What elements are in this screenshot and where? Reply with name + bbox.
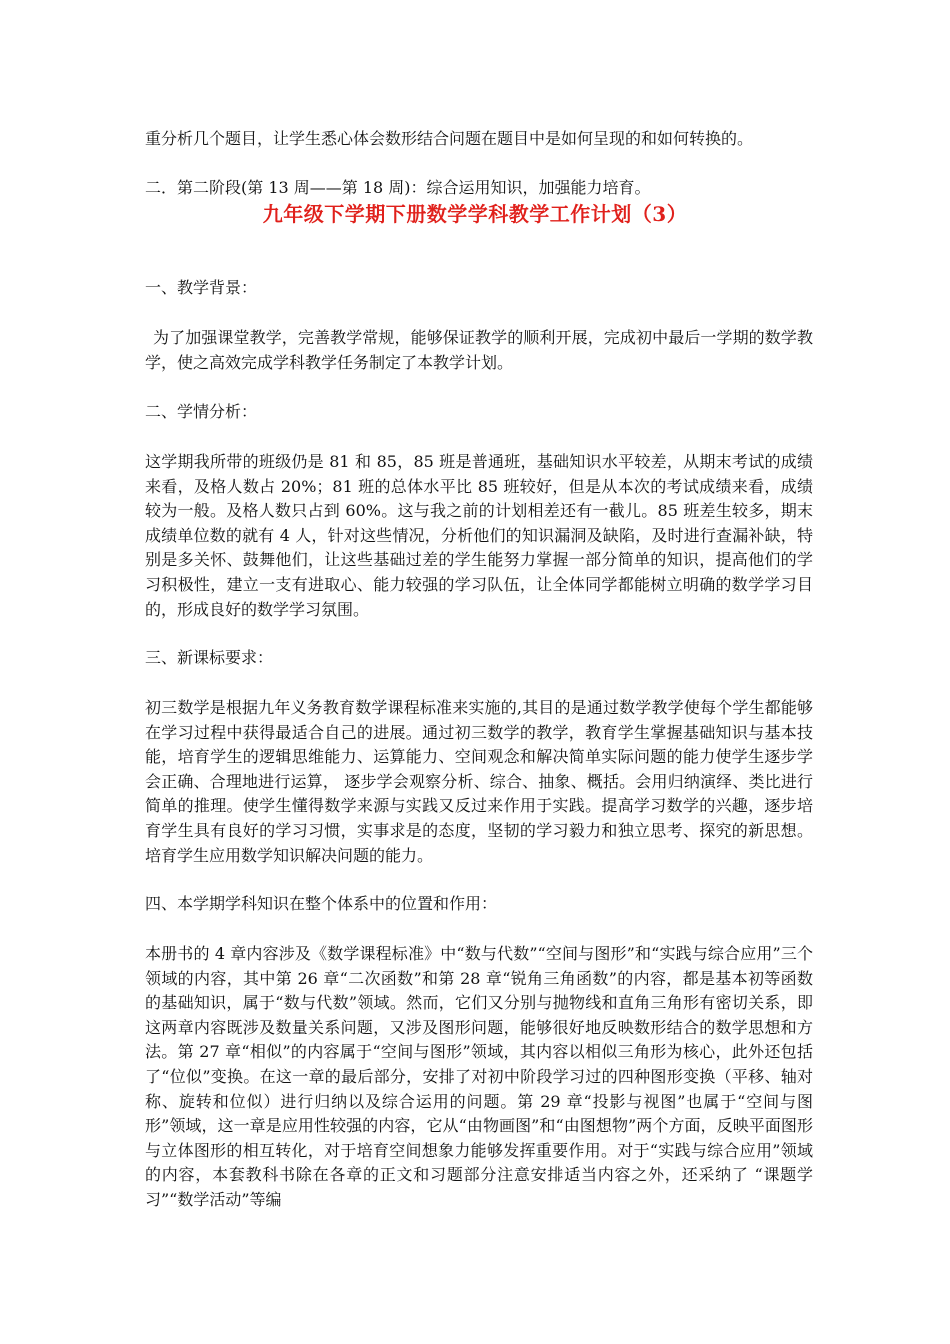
section-body-background: 为了加强课堂教学，完善教学常规，能够保证教学的顺利开展，完成初中最后一学期的数学教学，使之高效完成学科教学任务制定了本教学计划。 [145,328,813,372]
stage-two-line: 二．第二阶段(第 13 周——第 18 周)：综合运用知识，加强能力培育。 [145,178,651,197]
section-heading-student-analysis: 二、学情分析： [145,402,258,421]
section-heading-background: 一、教学背景： [145,278,258,297]
section-body-knowledge-position: 本册书的 4 章内容涉及《数学课程标准》中“数与代数”“空间与图形”和“实践与综合应用”三个领域的内容，其中第 26 章“二次函数”和第 28 章“锐角三角函数”的内容，都是基本初等函数的基础知识，属于“数与代数”领域。然而，它们又分别与抛物线和直角三角形有密切关系，即这两章内容既涉及数量关系问题，又涉及图形问题，能够很好地反映数形结合的数学思想和方法。第 27 章“相似”的内容属于“空间与图形”领域，其内容以相似三角形为核心，此外还包括了“位似”变换。在这一章的最后部分，安排了对初中阶段学习过的四种图形变换（平移、轴对称、旋转和位似）进行归纳以及综合运用的问题。第 29 章“投影与视图”也属于“空间与图形”领域，这一章是应用性较强的内容，它从“由物画图”和“由图想物”两个方面，反映平面图形与立体图形的相互转化，对于培育空间想象力能够发挥重要作用。对于“实践与综合应用”领域的内容，本套教科书除在各章的正文和习题部分注意安排适当内容之外，还采纳了 “课题学习”“数学活动”等编 [145,944,813,1209]
section-heading-knowledge-position: 四、本学期学科知识在整个体系中的位置和作用： [145,894,498,913]
section-body-curriculum: 初三数学是根据九年义务教育数学课程标准来实施的,其目的是通过数学教学使每个学生都能够在学习过程中获得最适合自己的进展。通过初三数学的教学，教育学生掌握基础知识与基本技能，培育学生的逻辑思维能力、运算能力、空间观念和解决简单实际问题的能力使学生逐步学会正确、合理地进行运算， 逐步学会观察分析、综合、抽象、概括。会用归纳演绎、类比进行简单的推理。使学生懂得数学来源与实践又反过来作用于实践。提高学习数学的兴趣，逐步培育学生具有良好的学习习惯，实事求是的态度，坚韧的学习毅力和独立思考、探究的新思想。培育学生应用数学知识解决问题的能力。 [145,698,813,865]
section-heading-curriculum: 三、新课标要求： [145,648,274,667]
section-body-student-analysis: 这学期我所带的班级仍是 81 和 85，85 班是普通班，基础知识水平较差，从期末考试的成绩来看，及格人数占 20%；81 班的总体水平比 85 班较好，但是从本次的考试成绩来看，成绩较为一般。及格人数只占到 60%。这与我之前的计划相差还有一截儿。85 班差生较多，期末成绩单位数的就有 4 人，针对这些情况，分析他们的知识漏洞及缺陷，及时进行查漏补缺，特别是多关怀、鼓舞他们，让这些基础过差的学生能努力掌握一部分简单的知识，提高他们的学习积极性，建立一支有进取心、能力较强的学习队伍，让全体同学都能树立明确的数学学习目的，形成良好的数学学习氛围。 [145,452,813,619]
continuation-paragraph: 重分析几个题目，让学生悉心体会数形结合问题在题目中是如何呈现的和如何转换的。 [145,129,754,148]
document-title: 九年级下学期下册数学学科教学工作计划（3） [262,202,688,226]
